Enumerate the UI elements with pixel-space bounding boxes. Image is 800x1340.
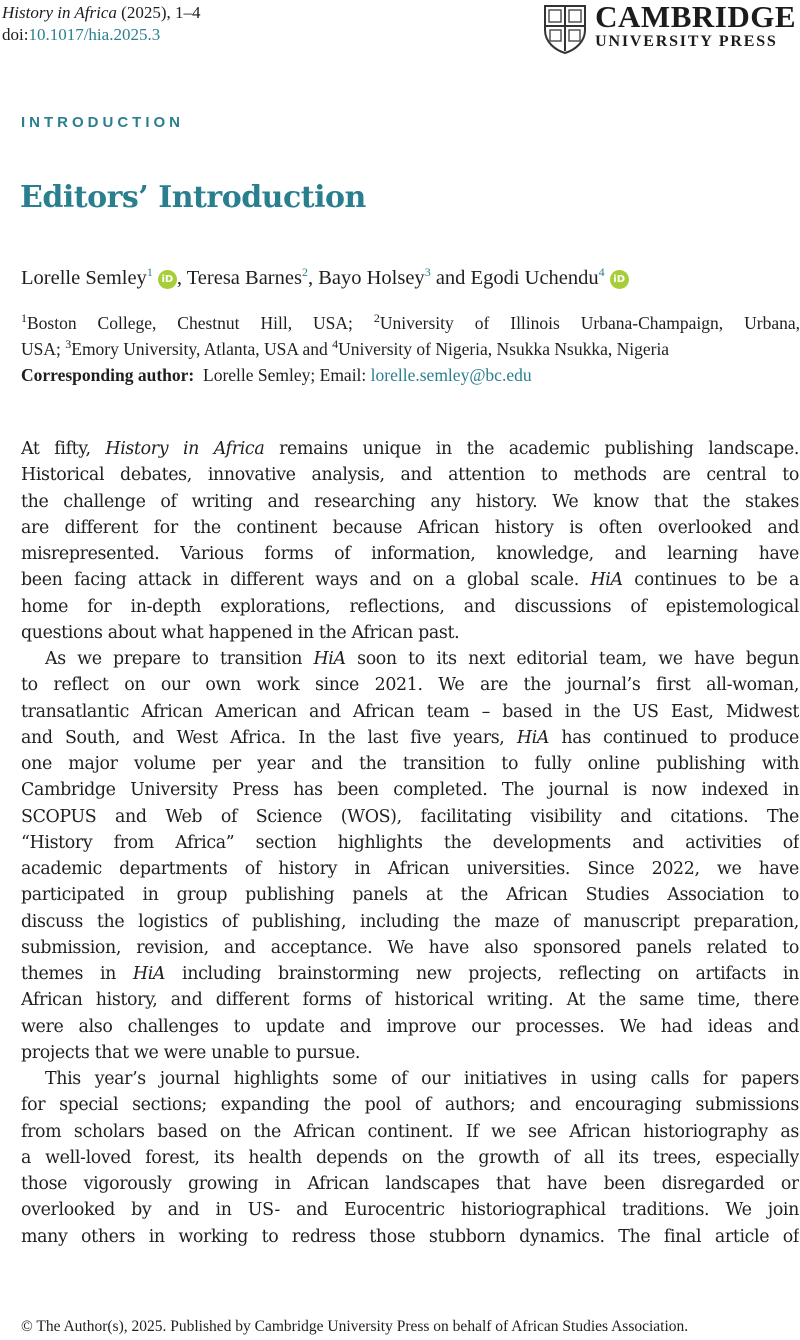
affiliation-text: Emory University, Atlanta, USA and xyxy=(71,339,333,359)
text-line: a well-loved forest, its health depends on the growth of all its trees, especially xyxy=(21,1147,799,1168)
text-line: questions about what happened in the African past. xyxy=(21,622,460,643)
article-body xyxy=(21,436,799,1250)
affiliation-text: University of Nigeria, Nsukka Nsukka, Nigeria xyxy=(338,339,670,359)
email-link[interactable]: lorelle.semley@bc.edu xyxy=(370,365,532,385)
paragraph xyxy=(21,646,799,1066)
corresponding-text: Lorelle Semley; Email: xyxy=(194,365,371,385)
affiliation-text: University of Illinois Urbana-Champaign, Urbana, xyxy=(379,313,800,333)
corresponding-label: Corresponding author: xyxy=(21,365,195,385)
affiliations xyxy=(21,310,800,388)
journal-meta: (2025), 1–4 xyxy=(116,3,201,22)
doi-link[interactable]: 10.1017/hia.2025.3 xyxy=(28,25,161,44)
publisher-text xyxy=(595,2,796,52)
affiliation-marker: 2 xyxy=(373,311,380,326)
affiliation-marker: 4 xyxy=(332,337,339,352)
section-label: INTRODUCTION xyxy=(21,114,184,131)
author-separator: , xyxy=(307,267,319,289)
affiliation-line xyxy=(21,310,800,336)
author-name: Bayo Holsey xyxy=(318,267,425,289)
text-line: are different for the continent because African history is often overlooked and xyxy=(21,517,799,538)
author-affiliation-marker: 4 xyxy=(598,265,605,280)
text-line: the challenge of writing and researching any history. We know that the stakes xyxy=(21,491,799,512)
text-line: themes in HiA including brainstorming new projects, reflecting on artifacts in xyxy=(21,964,799,984)
text-line: “History from Africa” section highlights the developments and activities of xyxy=(21,832,799,853)
text-line: academic departments of history in African universities. Since 2022, we have xyxy=(21,859,799,879)
text-line: many others in working to redress those stubborn dynamics. The final article of xyxy=(21,1226,799,1247)
doi-line xyxy=(2,24,201,46)
affiliation-text: USA; xyxy=(21,339,66,359)
text-line: those vigorously growing in African landscapes that have been disregarded or xyxy=(21,1174,799,1194)
cambridge-crest-icon xyxy=(543,4,587,54)
text-line: one major volume per year and the transition to fully online publishing with xyxy=(21,754,799,774)
author-name: Egodi Uchendu xyxy=(470,267,599,289)
text-line: from scholars based on the African continent. If we see African historiography as xyxy=(21,1121,799,1142)
article-title: Editors’ Introduction xyxy=(20,180,366,215)
orcid-icon[interactable]: iD xyxy=(158,270,177,289)
author-separator: and xyxy=(430,267,471,289)
text-line: As we prepare to transition HiA soon to its next editorial team, we have begun xyxy=(45,649,799,669)
affiliation-text: Boston College, Chestnut Hill, USA; xyxy=(27,313,374,333)
text-line: Historical debates, innovative analysis, and attention to methods are central to xyxy=(21,465,799,486)
affiliation-line xyxy=(21,336,800,362)
text-line: were also challenges to update and improve our processes. We had ideas and xyxy=(21,1016,799,1037)
text-line: discuss the logistics of publishing, including the maze of manuscript preparation, xyxy=(21,911,799,932)
journal-citation xyxy=(2,2,201,24)
doi-prefix: doi: xyxy=(2,25,29,44)
affiliation-marker: 1 xyxy=(21,311,27,326)
text-line: been facing attack in different ways and on a global scale. HiA continues to be a xyxy=(21,570,799,591)
text-line: overlooked by and in US- and Eurocentric historiographical traditions. We join xyxy=(21,1200,799,1221)
text-line: projects that we were unable to pursue. xyxy=(21,1042,361,1063)
author-separator: , xyxy=(176,267,187,289)
publisher-sub: UNIVERSITY PRESS xyxy=(595,33,778,50)
journal-info xyxy=(2,2,201,46)
author-name: Teresa Barnes xyxy=(186,267,302,289)
text-line: SCOPUS and Web of Science (WOS), facilitating visibility and citations. The xyxy=(21,806,799,827)
text-line: and South, and West Africa. In the last five years, HiA has continued to produce xyxy=(21,727,799,748)
text-line: transatlantic African American and African team – based in the US East, Midwest xyxy=(21,701,799,722)
text-line: African history, and different forms of historical writing. At the same time, there xyxy=(21,990,799,1011)
text-line: Cambridge University Press has been completed. The journal is now indexed in xyxy=(21,780,799,801)
author-affiliation-marker: 1 xyxy=(146,265,153,280)
text-line: misrepresented. Various forms of information, knowledge, and learning have xyxy=(21,544,799,564)
author-affiliation-marker: 2 xyxy=(301,265,308,280)
publisher-name: CAMBRIDGE xyxy=(595,0,796,34)
text-line: to reflect on our own work since 2021. We are the journal’s first all-woman, xyxy=(21,675,799,696)
paragraph xyxy=(21,1066,799,1250)
text-line: This year’s journal highlights some of our initiatives in using calls for papers xyxy=(45,1069,799,1089)
text-line: submission, revision, and acceptance. We have also sponsored panels related to xyxy=(21,937,799,958)
author-name: Lorelle Semley xyxy=(21,267,147,289)
journal-name: History in Africa xyxy=(2,3,117,22)
text-line: At fifty, History in Africa remains unique in the academic publishing landscape. xyxy=(21,439,799,459)
copyright-footer: © The Author(s), 2025. Published by Cambridge University Press on behalf of African Studies Association. xyxy=(21,1318,689,1335)
author-affiliation-marker: 3 xyxy=(424,265,431,280)
corresponding-author xyxy=(21,362,800,388)
text-line: participated in group publishing panels at the African Studies Association to xyxy=(21,885,799,906)
paragraph xyxy=(21,436,799,646)
publisher-logo[interactable] xyxy=(543,2,796,54)
text-line: home for in-depth explorations, reflections, and discussions of epistemological xyxy=(21,596,799,617)
orcid-icon[interactable]: iD xyxy=(610,270,629,289)
affiliation-marker: 3 xyxy=(65,337,72,352)
text-line: for special sections; expanding the pool of authors; and encouraging submissions xyxy=(21,1095,799,1116)
author-list xyxy=(21,264,629,292)
